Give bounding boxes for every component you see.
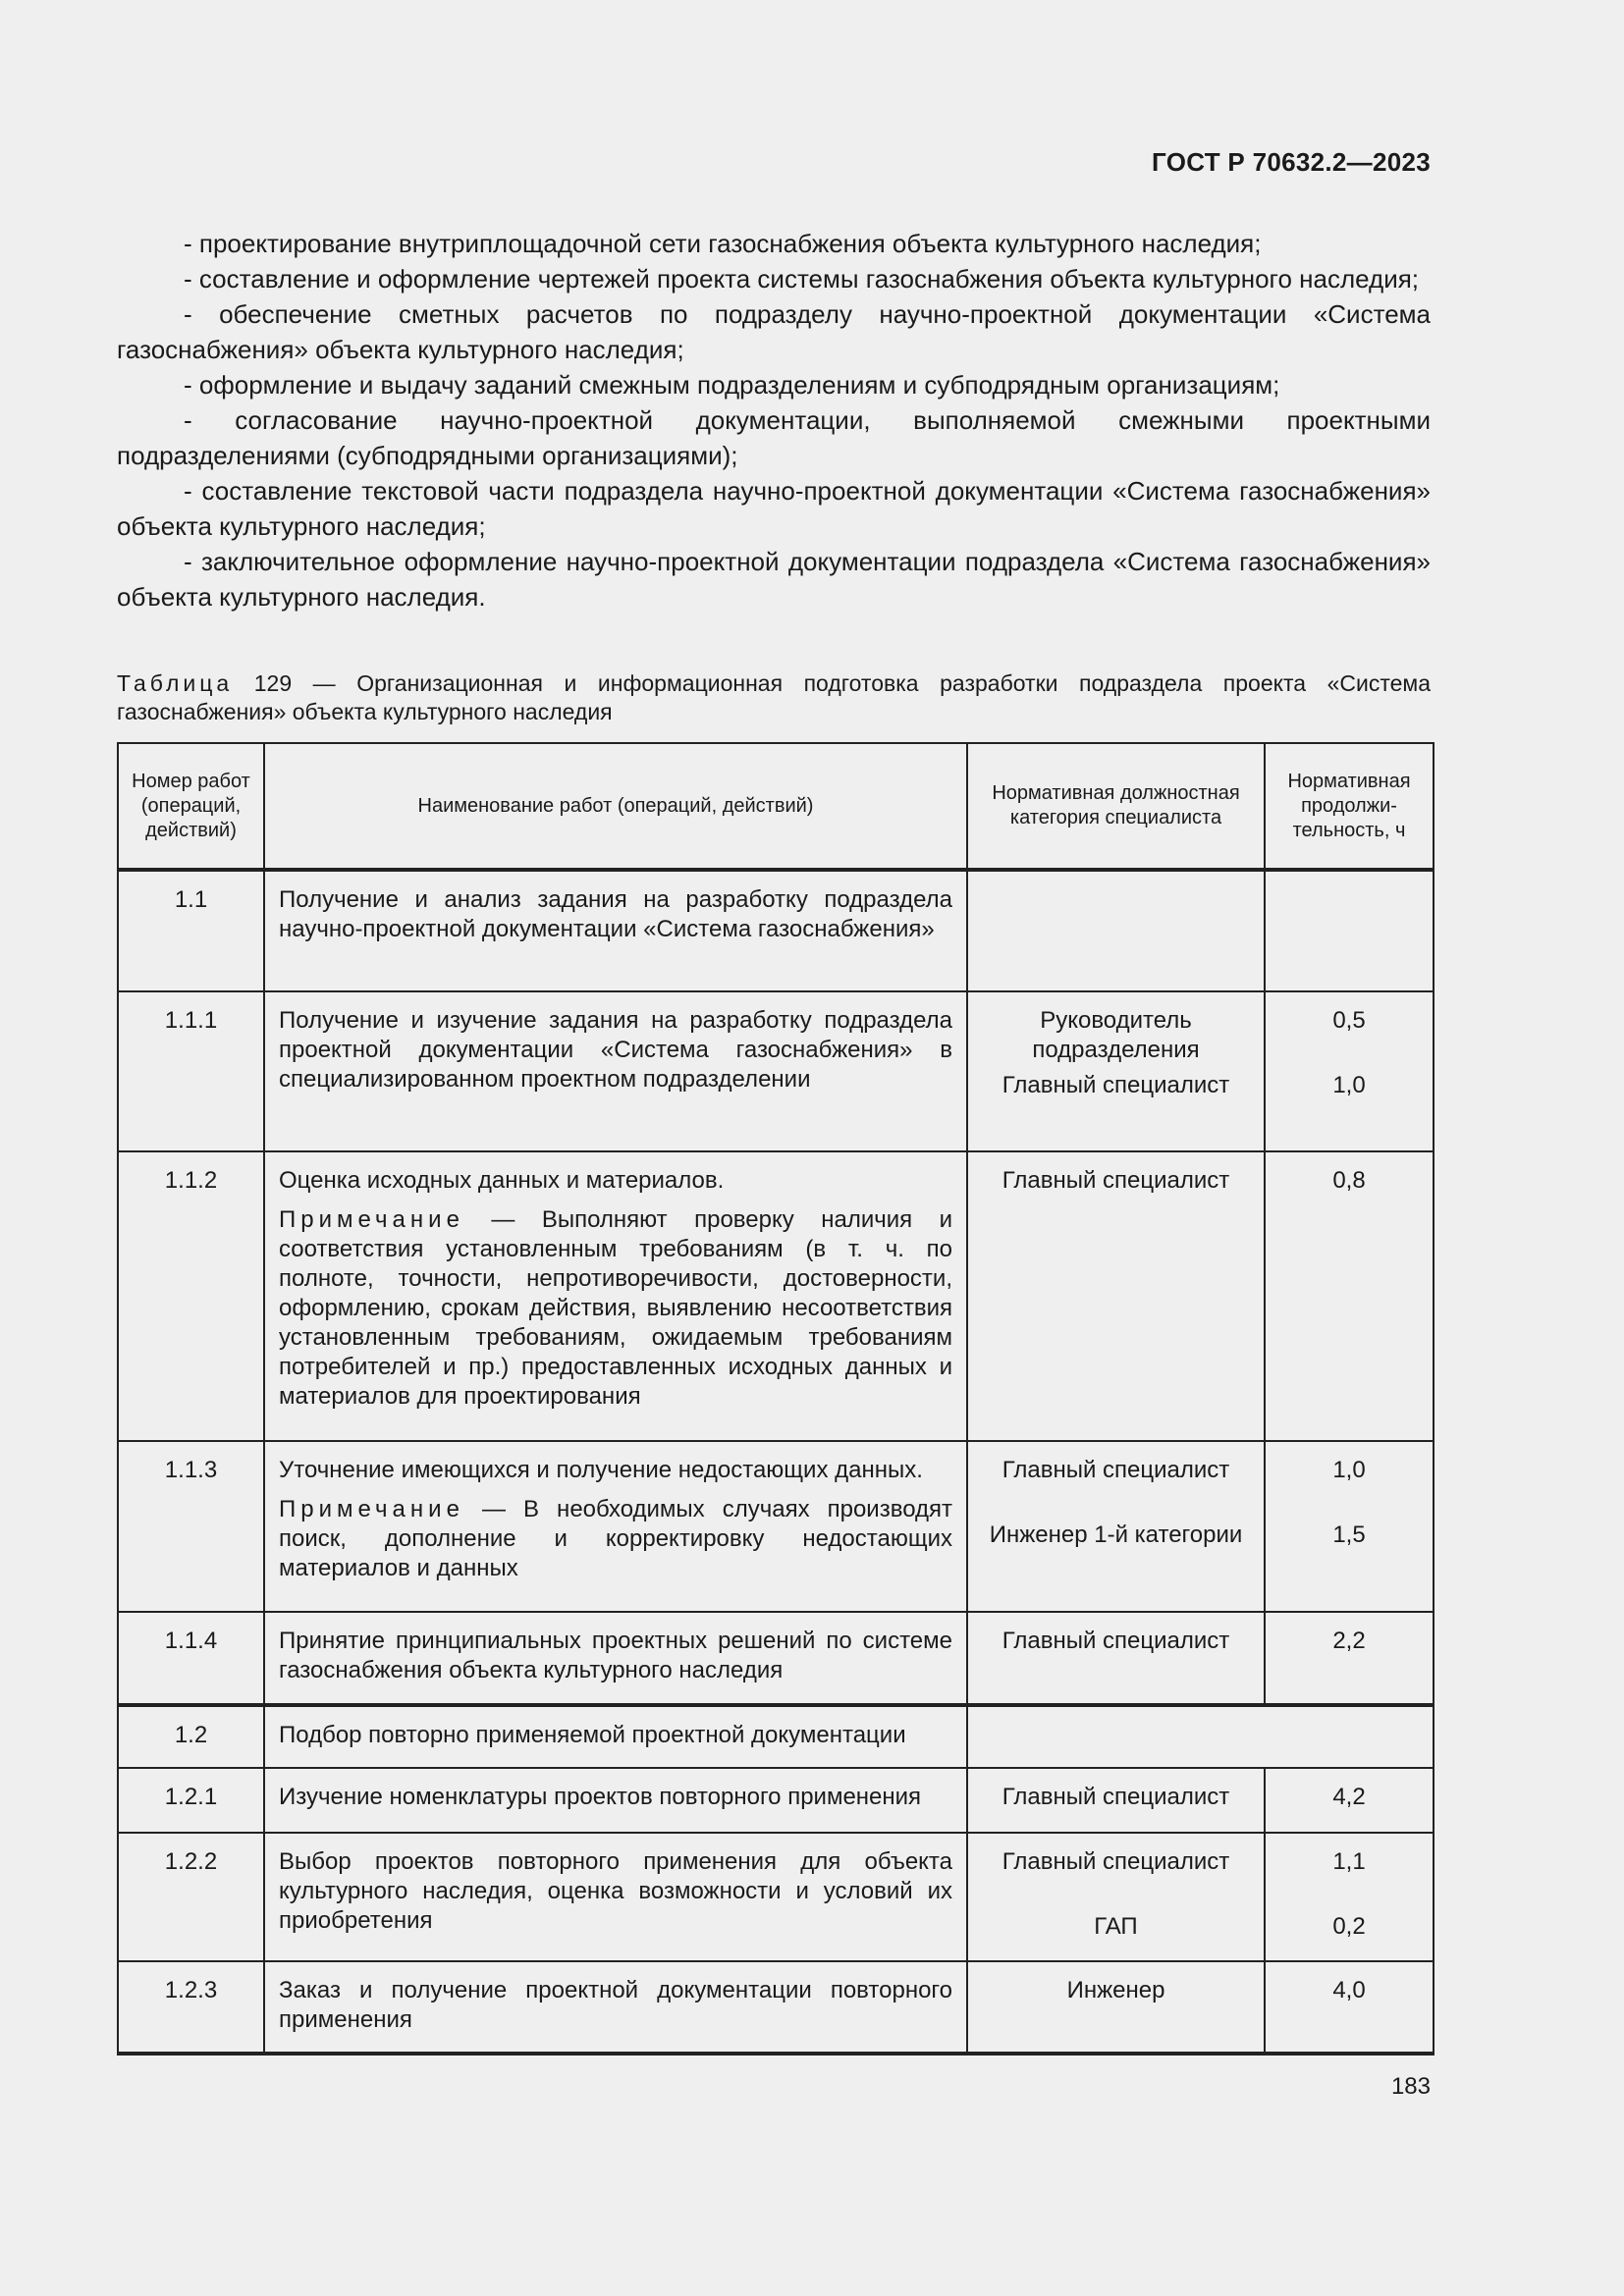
table-row: [118, 1151, 1434, 1441]
duration-value: 1,0: [1332, 1457, 1366, 1483]
row-name-text: Изучение номенклатуры проектов повторного применения: [279, 1784, 922, 1810]
category-value: Руководитель подразделения: [1032, 1007, 1200, 1063]
work-table: [117, 742, 1435, 2056]
table-caption-label: Таблица: [117, 670, 234, 696]
row-name-text: Оценка исходных данных и материалов.: [279, 1167, 725, 1194]
bullet-item: - согласование научно-проектной документации, выполняемой смежными проектными подразделениями (субподрядными организациями);: [117, 405, 1431, 470]
row-category: [967, 1833, 1265, 1961]
duration-value: 1,1: [1332, 1848, 1366, 1875]
bullet-list: [117, 226, 1431, 614]
category-value: Главный специалист: [1001, 1848, 1230, 1875]
row-duration: 2,2: [1265, 1612, 1434, 1705]
table-row: [118, 1705, 1434, 1768]
category-value: Главный специалист: [1001, 1457, 1230, 1483]
bullet-item: - заключительное оформление научно-проектной документации подраздела «Система газоснабжения» объекта культурного наследия.: [117, 547, 1431, 612]
row-num: 1.1.1: [118, 991, 264, 1151]
header-name: Наименование работ (операций, действий): [264, 743, 967, 870]
row-category: [967, 1441, 1265, 1612]
row-duration: 4,2: [1265, 1768, 1434, 1833]
header-category: Нормативная должностная категория специалиста: [967, 743, 1265, 870]
row-category: Главный специалист: [967, 1151, 1265, 1441]
row-name-text: Получение и анализ задания на разработку подраздела научно-проектной документации «Система газоснабжения»: [279, 886, 952, 942]
duration-value: 1,0: [1332, 1072, 1366, 1098]
note-text: — В необходимых случаях производят поиск, дополнение и корректировку недостающих материалов и данных: [279, 1496, 952, 1581]
bullet-item: - обеспечение сметных расчетов по подразделу научно-проектной документации «Система газоснабжения» объекта культурного наследия;: [117, 299, 1431, 364]
table-caption: [117, 669, 1431, 726]
row-category: [967, 1705, 1434, 1768]
row-duration: [1265, 991, 1434, 1151]
row-duration: 0,8: [1265, 1151, 1434, 1441]
row-name: [264, 1612, 967, 1705]
row-category: [967, 991, 1265, 1151]
bullet-item: - составление текстовой части подраздела научно-проектной документации «Система газоснабжения» объекта культурного наследия;: [117, 476, 1431, 541]
row-category: [967, 870, 1265, 991]
row-name: [264, 1768, 967, 1833]
row-num: 1.2.3: [118, 1961, 264, 2054]
table-header-row: [118, 743, 1434, 870]
row-num: 1.1.2: [118, 1151, 264, 1441]
row-name-text: Выбор проектов повторного применения для объекта культурного наследия, оценка возможности и условий их приобретения: [279, 1848, 952, 1934]
row-num: 1.2.2: [118, 1833, 264, 1961]
row-duration: 4,0: [1265, 1961, 1434, 2054]
duration-value: 1,5: [1332, 1522, 1366, 1548]
bullet-item: - проектирование внутриплощадочной сети газоснабжения объекта культурного наследия;: [184, 229, 1262, 258]
header-duration: Нормативная продолжи-тельность, ч: [1265, 743, 1434, 870]
header-num: Номер работ (операций, действий): [118, 743, 264, 870]
row-name-text: Подбор повторно применяемой проектной документации: [279, 1722, 906, 1748]
row-name-text: Заказ и получение проектной документации повторного применения: [279, 1977, 952, 2033]
row-name: [264, 1151, 967, 1441]
table-row: [118, 1833, 1434, 1961]
row-category: Инженер: [967, 1961, 1265, 2054]
category-value: Главный специалист: [1001, 1072, 1230, 1098]
row-name-text: Получение и изучение задания на разработку подраздела проектной документации «Система газоснабжения» в специализированном проектном подразделении: [279, 1007, 952, 1093]
page-number: 183: [1390, 2073, 1431, 2100]
row-name: [264, 1705, 967, 1768]
category-value: Инженер 1-й категории: [989, 1522, 1243, 1548]
note-label: Примечание: [279, 1496, 464, 1522]
row-num: 1.2.1: [118, 1768, 264, 1833]
row-name: [264, 1833, 967, 1961]
table-caption-text: 129 — Организационная и информационная подготовка разработки подраздела проекта «Система газоснабжения» объекта культурного наследия: [117, 670, 1431, 724]
row-num: 1.1.3: [118, 1441, 264, 1612]
table-row: [118, 991, 1434, 1151]
row-num: 1.2: [118, 1705, 264, 1768]
row-num: 1.1: [118, 870, 264, 991]
row-duration: [1265, 1833, 1434, 1961]
duration-value: 0,2: [1332, 1913, 1366, 1940]
row-name: [264, 1441, 967, 1612]
row-note: [279, 1495, 952, 1583]
document-code: ГОСТ Р 70632.2—2023: [1152, 147, 1431, 177]
duration-value: 0,5: [1332, 1007, 1366, 1034]
row-duration: [1265, 1441, 1434, 1612]
note-text: — Выполняют проверку наличия и соответствия установленным требованиям (в т. ч. по полноте, точности, непротиворечивости, достоверности, оформлению, срокам действия, выявлению несоответствия установленным требованиям, ожидаемым требованиям потребителей и пр.) предоставленных исходных данных и материалов для проектирования: [279, 1206, 952, 1410]
row-name-text: Уточнение имеющихся и получение недостающих данных.: [279, 1457, 923, 1483]
row-name: [264, 991, 967, 1151]
table-row: [118, 1768, 1434, 1833]
row-note: [279, 1205, 952, 1412]
category-value: ГАП: [1094, 1913, 1138, 1940]
table-row: [118, 1961, 1434, 2054]
table-row: [118, 870, 1434, 991]
table-row: [118, 1612, 1434, 1705]
bullet-item: - оформление и выдачу заданий смежным подразделениям и субподрядным организациям;: [184, 370, 1280, 400]
note-label: Примечание: [279, 1206, 464, 1233]
row-category: Главный специалист: [967, 1768, 1265, 1833]
row-name-text: Принятие принципиальных проектных решений по системе газоснабжения объекта культурного наследия: [279, 1628, 952, 1683]
row-duration: [1265, 870, 1434, 991]
row-category: Главный специалист: [967, 1612, 1265, 1705]
row-name: [264, 1961, 967, 2054]
table-row: [118, 1441, 1434, 1612]
row-num: 1.1.4: [118, 1612, 264, 1705]
bullet-item: - составление и оформление чертежей проекта системы газоснабжения объекта культурного наследия;: [184, 264, 1420, 294]
row-name: [264, 870, 967, 991]
